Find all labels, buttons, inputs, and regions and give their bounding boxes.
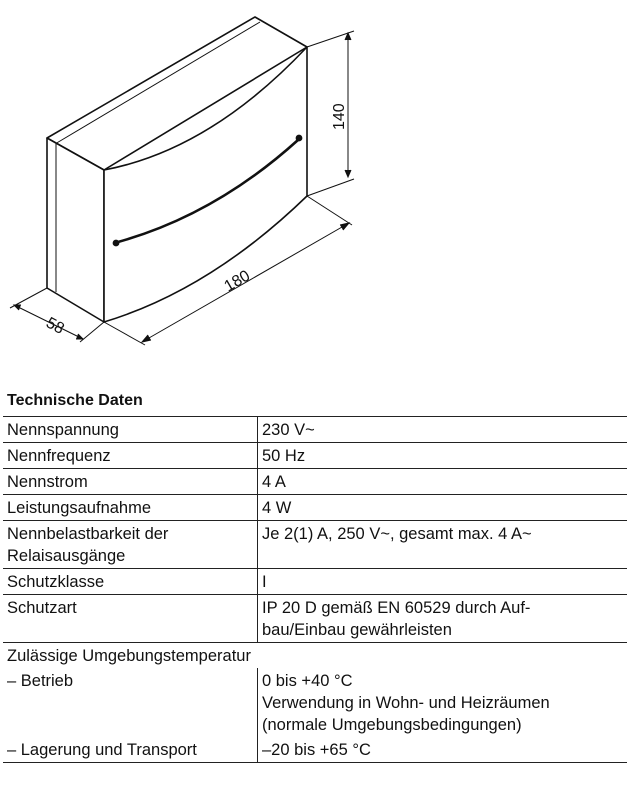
row-value: [258, 595, 628, 643]
label-depth: 58: [43, 314, 67, 338]
table-row: [3, 521, 627, 569]
row-value: 50 Hz: [258, 443, 628, 469]
row-label-line: Nennbelastbarkeit der: [7, 525, 169, 543]
section-title: Technische Daten: [7, 392, 143, 409]
operation-label: – Betrieb: [3, 668, 258, 737]
row-value-line: Verwendung in Wohn- und Heizräumen: [262, 694, 550, 712]
table-row: [3, 569, 627, 595]
operation-value: [258, 668, 628, 737]
technical-data-table: [3, 416, 627, 763]
row-value: I: [258, 569, 628, 595]
table-row: [3, 495, 627, 521]
front-led-right: [296, 135, 301, 140]
row-value-line: (normale Umgebungsbedingungen): [262, 716, 522, 734]
row-label-line: Relaisausgänge: [7, 547, 126, 565]
table-row: [3, 417, 627, 443]
table-row: [3, 643, 627, 669]
row-label: Schutzart: [3, 595, 258, 643]
table-row: [3, 737, 627, 763]
table-row: [3, 668, 627, 737]
label-width: 180: [221, 267, 254, 296]
storage-label: – Lagerung und Transport: [3, 737, 258, 763]
row-value-line: IP 20 D gemäß EN 60529 durch Auf-: [262, 599, 531, 617]
row-value-line: 0 bis +40 °C: [262, 672, 353, 690]
front-led-left: [113, 240, 118, 245]
table-row: [3, 443, 627, 469]
row-value: 4 W: [258, 495, 628, 521]
row-value: 4 A: [258, 469, 628, 495]
row-label: Nennfrequenz: [3, 443, 258, 469]
row-label: Schutzklasse: [3, 569, 258, 595]
table-row: [3, 595, 627, 643]
row-label: Leistungsaufnahme: [3, 495, 258, 521]
label-height: 140: [331, 103, 348, 130]
row-label: Nennstrom: [3, 469, 258, 495]
row-value: Je 2(1) A, 250 V~, gesamt max. 4 A~: [258, 521, 628, 569]
row-value: 230 V~: [258, 417, 628, 443]
row-value-line: bau/Einbau gewährleisten: [262, 621, 452, 639]
row-label: [3, 521, 258, 569]
ambient-heading: Zulässige Umgebungstemperatur: [7, 647, 251, 665]
storage-value: –20 bis +65 °C: [258, 737, 628, 763]
housing-dimension-drawing: [0, 0, 634, 360]
table-row: [3, 469, 627, 495]
row-label: Nennspannung: [3, 417, 258, 443]
